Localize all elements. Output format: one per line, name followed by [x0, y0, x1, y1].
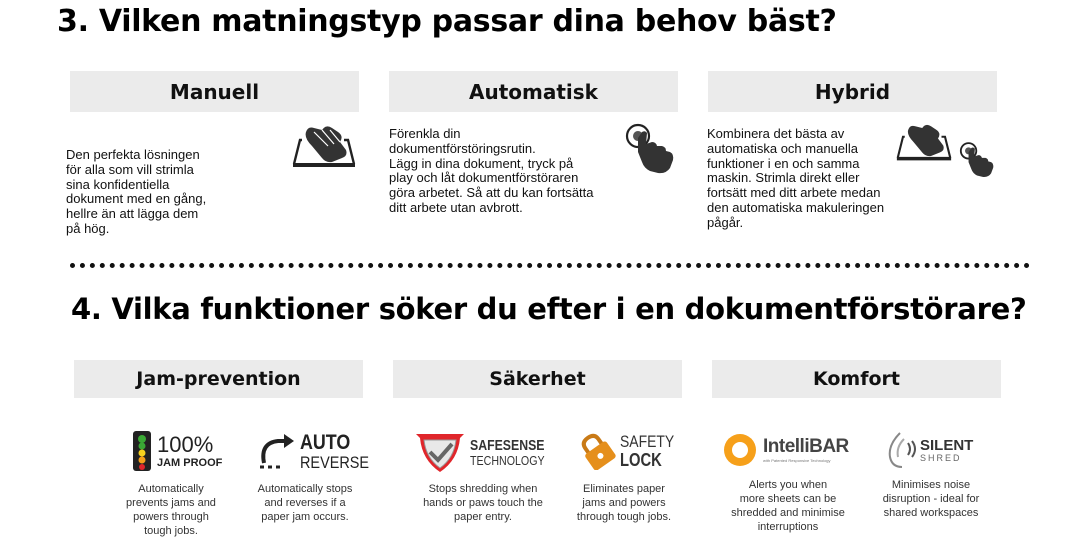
logo-text: SAFESENSE	[470, 436, 545, 454]
caption-line: paper jam occurs.	[261, 511, 349, 523]
silent-shred-logo	[886, 431, 973, 469]
desc-line: ditt arbete utan avbrott.	[389, 199, 523, 215]
padlock-icon	[578, 432, 616, 470]
desc-line: play och låt dokumentförstöraren	[389, 170, 579, 186]
caption-line: disruption - ideal for	[882, 493, 980, 505]
caption-line: Automatically	[138, 483, 204, 495]
traffic-light-icon	[132, 430, 152, 472]
desc-line: Lägg in dina dokument, tryck på	[389, 155, 574, 171]
card-desc-hybrid	[707, 127, 884, 231]
caption-line: hands or paws touch the	[423, 497, 543, 509]
desc-line: på hög.	[66, 220, 110, 236]
caption-line: more sheets can be	[739, 493, 837, 505]
caption-line: and reverses if a	[264, 497, 346, 509]
logo-text: IntelliBAR	[763, 436, 849, 457]
logo-text: AUTO	[300, 431, 351, 454]
caption-line: shared workspaces	[883, 507, 979, 519]
logo-text: SAFETY	[620, 432, 675, 451]
feature-caption-intellibar	[718, 478, 858, 534]
desc-line: Kombinera det bästa av	[707, 126, 845, 141]
logo-subtext: TECHNOLOGY	[470, 452, 545, 468]
logo-subtext: SHRED	[920, 452, 962, 463]
caption-line: shredded and minimise	[731, 507, 845, 519]
caption-line: paper entry.	[454, 511, 512, 523]
logo-subtext: LOCK	[620, 450, 662, 470]
caption-line: Automatically stops	[257, 483, 353, 495]
desc-line: pågår.	[707, 214, 744, 230]
card-desc-manuell	[66, 148, 206, 237]
group-title-sakerhet: Säkerhet	[393, 360, 682, 398]
desc-line: för alla som vill strimla	[66, 161, 194, 177]
group-title-jam-prevention: Jam-prevention	[74, 360, 363, 398]
hand-paper-and-button-icon	[896, 121, 952, 163]
caption-line: Alerts you when	[748, 479, 828, 491]
silent-waves-icon	[886, 431, 916, 469]
logo-text: SILENT	[920, 436, 974, 454]
desc-line: dokument med en gång,	[66, 191, 207, 207]
feature-caption-safesense	[413, 482, 553, 524]
feature-caption-auto-reverse	[245, 482, 365, 524]
logo-subtext: with Patented Responsive Technology	[763, 458, 831, 463]
caption-line: prevents jams and	[126, 497, 216, 509]
desc-line: göra arbetet. Så att du kan fortsätta	[389, 185, 594, 201]
reverse-arrow-icon	[256, 433, 296, 471]
desc-line: dokumentförstöringsrutin.	[389, 140, 536, 156]
desc-line: den automatiska makuleringen	[707, 199, 885, 215]
section-4-heading: 4. Vilka funktioner söker du efter i en dokumentförstörare?	[71, 292, 1027, 326]
section-3-heading: 3. Vilken matningstyp passar dina behov bäst?	[57, 4, 837, 39]
intellibar-logo	[722, 432, 849, 468]
card-desc-automatisk	[389, 127, 594, 216]
desc-line: maskin. Strimla direkt eller	[707, 170, 860, 186]
small-hand-button-icon	[958, 141, 996, 179]
caption-line: tough jobs.	[144, 525, 198, 537]
safesense-logo	[414, 430, 561, 474]
hand-pressing-button-icon	[624, 122, 676, 176]
card-title-manuell: Manuell	[70, 71, 359, 112]
desc-line: sina konfidentiella	[66, 176, 170, 192]
caption-line: through tough jobs.	[576, 511, 672, 523]
desc-line: Förenkla din	[389, 126, 461, 141]
caption-line: Minimises noise	[891, 479, 971, 491]
hand-on-paper-icon	[292, 122, 356, 170]
caption-line: interruptions	[757, 521, 819, 533]
auto-reverse-logo	[256, 432, 381, 471]
logo-subtext: JAM PROOF	[157, 456, 223, 469]
desc-line: hellre än att lägga dem	[66, 206, 199, 222]
caption-line: Eliminates paper	[583, 483, 665, 495]
feature-caption-jam-proof	[111, 482, 231, 538]
feature-caption-safety-lock	[564, 482, 684, 524]
safety-lock-logo	[578, 432, 686, 470]
group-title-komfort: Komfort	[712, 360, 1001, 398]
intellibar-circle-icon	[722, 432, 758, 468]
caption-line: jams and powers	[582, 497, 666, 509]
desc-line: funktioner i en och samma	[707, 155, 860, 171]
shield-check-icon	[414, 430, 466, 474]
desc-line: Den perfekta lösningen	[66, 147, 200, 162]
caption-line: Stops shredding when	[428, 483, 538, 495]
logo-subtext: REVERSE	[300, 453, 370, 472]
desc-line: fortsätt med ditt arbete medan	[707, 185, 881, 201]
feature-caption-silent-shred	[871, 478, 991, 520]
jam-proof-logo	[132, 430, 222, 472]
caption-line: powers through	[133, 511, 209, 523]
card-title-automatisk: Automatisk	[389, 71, 678, 112]
logo-text: 100%	[157, 431, 214, 457]
card-title-hybrid: Hybrid	[708, 71, 997, 112]
section-divider	[70, 263, 1030, 268]
desc-line: automatiska och manuella	[707, 140, 859, 156]
